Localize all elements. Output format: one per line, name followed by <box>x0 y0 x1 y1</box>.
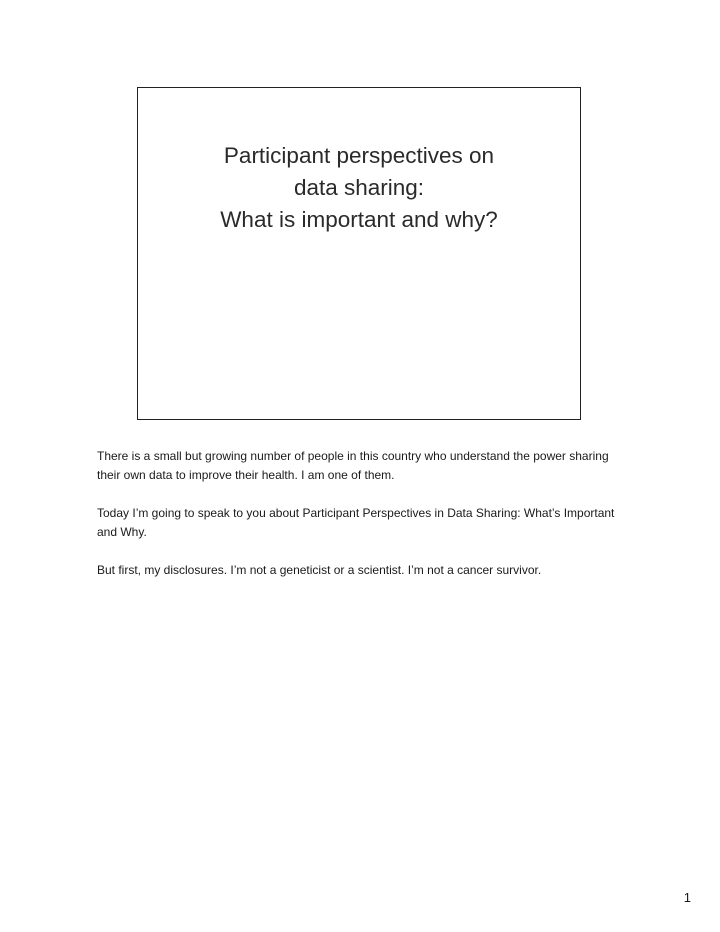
page-number: 1 <box>683 890 691 905</box>
notes-paragraph: Today I’m going to speak to you about Participant Perspectives in Data Sharing: What’s Important and Why. <box>97 506 615 539</box>
slide-title-line: data sharing: <box>293 175 425 200</box>
notes-paragraph: But first, my disclosures. I’m not a geneticist or a scientist. I’m not a cancer survivor. <box>97 563 542 577</box>
notes-paragraph: There is a small but growing number of people in this country who understand the power sharing their own data to improve their health. I am one of them. <box>97 449 609 482</box>
speaker-notes <box>97 447 627 599</box>
slide-title <box>138 140 580 236</box>
slide-thumbnail <box>137 87 581 420</box>
slide-title-line: Participant perspectives on <box>223 143 495 168</box>
slide-title-line: What is important and why? <box>220 207 498 232</box>
